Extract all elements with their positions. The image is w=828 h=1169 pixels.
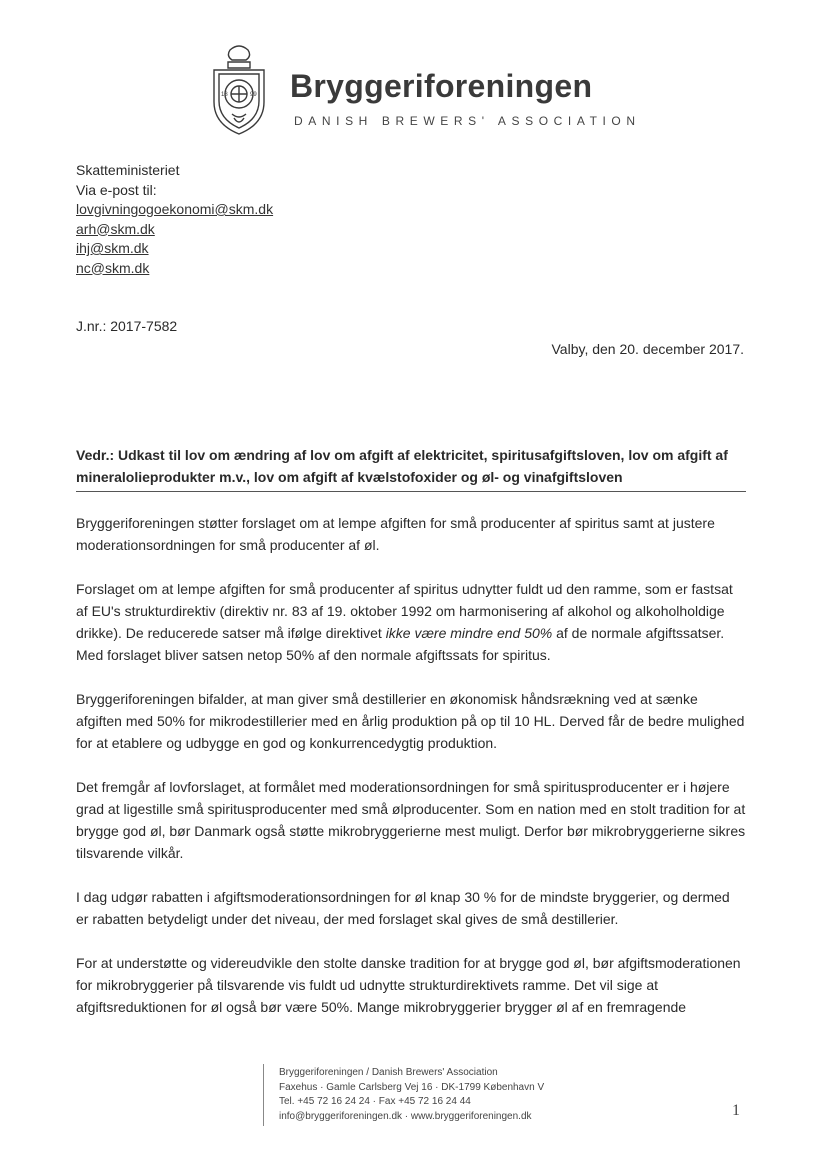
recipient-name: Skatteministeriet — [76, 162, 180, 178]
email-link[interactable]: nc@skm.dk — [76, 259, 150, 276]
journal-number: J.nr.: 2017-7582 — [76, 318, 178, 334]
body-paragraph: Det fremgår af lovforslaget, at formålet med moderationsordningen for små spiritusproducenter er i højere grad at ligestille små spiritusproducenter med små ølproducenter. Som en nation med en stolt tradition for at brygge god øl, bør Danmark også støtte mikrobryggerierne mest muligt. Derfor bør mikrobryggerierne sikres tilsvarende vilkår. — [76, 779, 746, 861]
organization-subtitle: DANISH BREWERS' ASSOCIATION — [294, 114, 641, 128]
footer-contact — [279, 1066, 544, 1124]
letter-body — [76, 512, 746, 1040]
footer-line: Faxehus · Gamle Carlsberg Vej 16 · DK-1799 København V — [279, 1081, 545, 1093]
body-paragraph: Bryggeriforeningen støtter forslaget om at lempe afgiften for små producenter af spiritus samt at justere moderationsordningen for små producenter af øl. — [76, 515, 715, 553]
body-paragraph: For at understøtte og videreudvikle den stolte danske tradition for at brygge god øl, bør afgiftsmoderationen for mikrobryggerier på tilsvarende vis fuldt ud udnytte strukturdirektivets ramme. Det vil sige at afgiftsreduktionen for øl også bør være 50%. Mange mikrobryggerier brygger øl af en fremragende — [76, 955, 741, 1015]
body-paragraph — [76, 578, 746, 666]
association-seal-logo — [208, 44, 270, 136]
footer-line: Tel. +45 72 16 24 24 · Fax +45 72 16 24 44 — [279, 1096, 471, 1107]
footer-divider — [263, 1064, 264, 1126]
recipient-via: Via e-post til: — [76, 181, 157, 198]
recipient-block — [76, 161, 273, 278]
email-link[interactable]: ihj@skm.dk — [76, 240, 149, 256]
footer-line: info@bryggeriforeningen.dk · www.bryggeriforeningen.dk — [279, 1110, 532, 1122]
body-paragraph: I dag udgør rabatten i afgiftsmoderationsordningen for øl knap 30 % for de mindste bryggerier, og dermed er rabatten betydeligt under det niveau, der med forslaget skal gives de små destillerier. — [76, 889, 730, 927]
emphasis-text: ikke være mindre end 50% — [385, 625, 553, 641]
subject-heading: Vedr.: Udkast til lov om ændring af lov om afgift af elektricitet, spiritusafgiftsloven, lov om afgift af mineralolieprodukter m.v., lov om afgift af kvælstofoxider og øl- og vinafgiftsloven — [76, 447, 728, 485]
email-link[interactable]: lovgivningogoekonomi@skm.dk — [76, 201, 274, 217]
svg-text:18: 18 — [221, 92, 228, 98]
date-line: Valby, den 20. december 2017. — [551, 341, 744, 357]
organization-name: Bryggeriforeningen — [290, 68, 593, 104]
body-text: Forslaget om at lempe afgiften for små producenter af spiritus udnytter fuldt ud den ramme, som er fastsat af EU's strukturdirektiv (direktiv nr. 83 af 19. oktober 1992 om harmonisering af alkohol og alkoholholdige drikke). De reducerede satser må ifølge direktivet — [76, 581, 733, 641]
footer-line: Bryggeriforeningen / Danish Brewers' Association — [279, 1067, 498, 1078]
subject-divider — [76, 491, 746, 492]
svg-text:99: 99 — [250, 92, 257, 98]
page-number: 1 — [732, 1102, 740, 1119]
body-paragraph: Bryggeriforeningen bifalder, at man giver små destillerier en økonomisk håndsrækning ved at sænke afgiften med 50% for mikrodestillerier med en årlig produktion på op til 10 HL. Derved får de bedre mulighed for at etablere og udbygge en god og konkurrencedygtig produktion. — [76, 691, 745, 751]
body-text: af de normale afgiftssatser. Med forslaget bliver satsen netop 50% af den normale afgiftssats for spiritus. — [76, 625, 725, 663]
email-link[interactable]: arh@skm.dk — [76, 220, 155, 237]
